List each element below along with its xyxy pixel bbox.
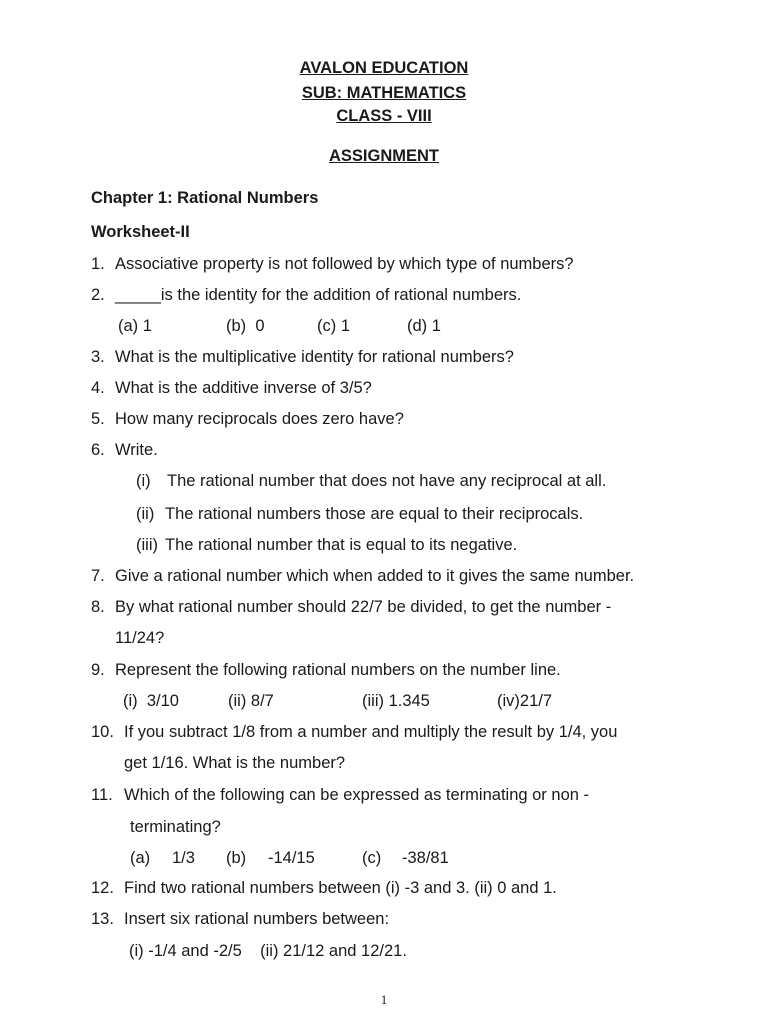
option: (b) 0 <box>226 317 265 335</box>
question-text: Write. <box>115 441 158 459</box>
option: (iii) 1.345 <box>362 692 430 710</box>
question-continuation: get 1/16. What is the number? <box>124 754 346 772</box>
assignment-heading: ASSIGNMENT <box>328 147 439 165</box>
question-number: 3. <box>91 348 105 366</box>
question-text: Represent the following rational numbers on the number line. <box>115 661 561 679</box>
question-text: _____is the identity for the addition of rational numbers. <box>115 286 522 304</box>
subject-heading: SUB: MATHEMATICS <box>301 84 467 102</box>
class-heading: CLASS - VIII <box>336 107 432 125</box>
question-text: What is the multiplicative identity for rational numbers? <box>115 348 514 366</box>
sub-question-text: The rational number that is equal to its negative. <box>165 536 518 554</box>
question-number: 7. <box>91 567 105 585</box>
option-letter: (a) <box>130 849 151 867</box>
question-text: Associative property is not followed by which type of numbers? <box>115 255 574 273</box>
option: (d) 1 <box>407 317 441 335</box>
question-number: 10. <box>91 723 114 741</box>
sub-question-number: (i) <box>136 472 151 490</box>
question-text: By what rational number should 22/7 be divided, to get the number - <box>115 598 612 616</box>
question-text: Find two rational numbers between (i) -3 and 3. (ii) 0 and 1. <box>124 879 557 897</box>
question-text: Which of the following can be expressed as terminating or non - <box>124 786 589 804</box>
question-continuation: 11/24? <box>115 629 165 647</box>
question-number: 6. <box>91 441 105 459</box>
question-number: 2. <box>91 286 105 304</box>
sub-question-text: The rational number that does not have any reciprocal at all. <box>167 472 607 490</box>
option-letter: (c) <box>362 849 382 867</box>
question-text: Give a rational number which when added to it gives the same number. <box>115 567 635 585</box>
option: (c) 1 <box>317 317 350 335</box>
question-text: What is the additive inverse of 3/5? <box>115 379 372 397</box>
question-continuation: (i) -1/4 and -2/5 (ii) 21/12 and 12/21. <box>129 942 407 960</box>
question-number: 4. <box>91 379 105 397</box>
question-number: 11. <box>91 786 113 804</box>
sub-question-number: (ii) <box>136 505 155 523</box>
school-name: AVALON EDUCATION <box>299 59 469 77</box>
option-value: -14/15 <box>268 849 315 867</box>
question-number: 12. <box>91 879 114 897</box>
question-text: How many reciprocals does zero have? <box>115 410 404 428</box>
question-text: Insert six rational numbers between: <box>124 910 390 928</box>
option-value: 1/3 <box>172 849 195 867</box>
sub-question-number: (iii) <box>136 536 158 554</box>
question-number: 1. <box>91 255 105 273</box>
page-number: 1 <box>380 992 388 1007</box>
question-text: If you subtract 1/8 from a number and multiply the result by 1/4, you <box>124 723 618 741</box>
option: (ii) 8/7 <box>228 692 274 710</box>
chapter-title: Chapter 1: Rational Numbers <box>91 189 319 207</box>
question-number: 5. <box>91 410 105 428</box>
option-letter: (b) <box>226 849 247 867</box>
option: (a) 1 <box>118 317 152 335</box>
sub-question-text: The rational numbers those are equal to their reciprocals. <box>165 505 584 523</box>
question-continuation: terminating? <box>130 818 221 836</box>
question-number: 8. <box>91 598 105 616</box>
option: (i) 3/10 <box>123 692 179 710</box>
worksheet-title: Worksheet-II <box>91 223 190 241</box>
option-value: -38/81 <box>402 849 449 867</box>
option: (iv)21/7 <box>497 692 553 710</box>
question-number: 13. <box>91 910 114 928</box>
question-number: 9. <box>91 661 105 679</box>
